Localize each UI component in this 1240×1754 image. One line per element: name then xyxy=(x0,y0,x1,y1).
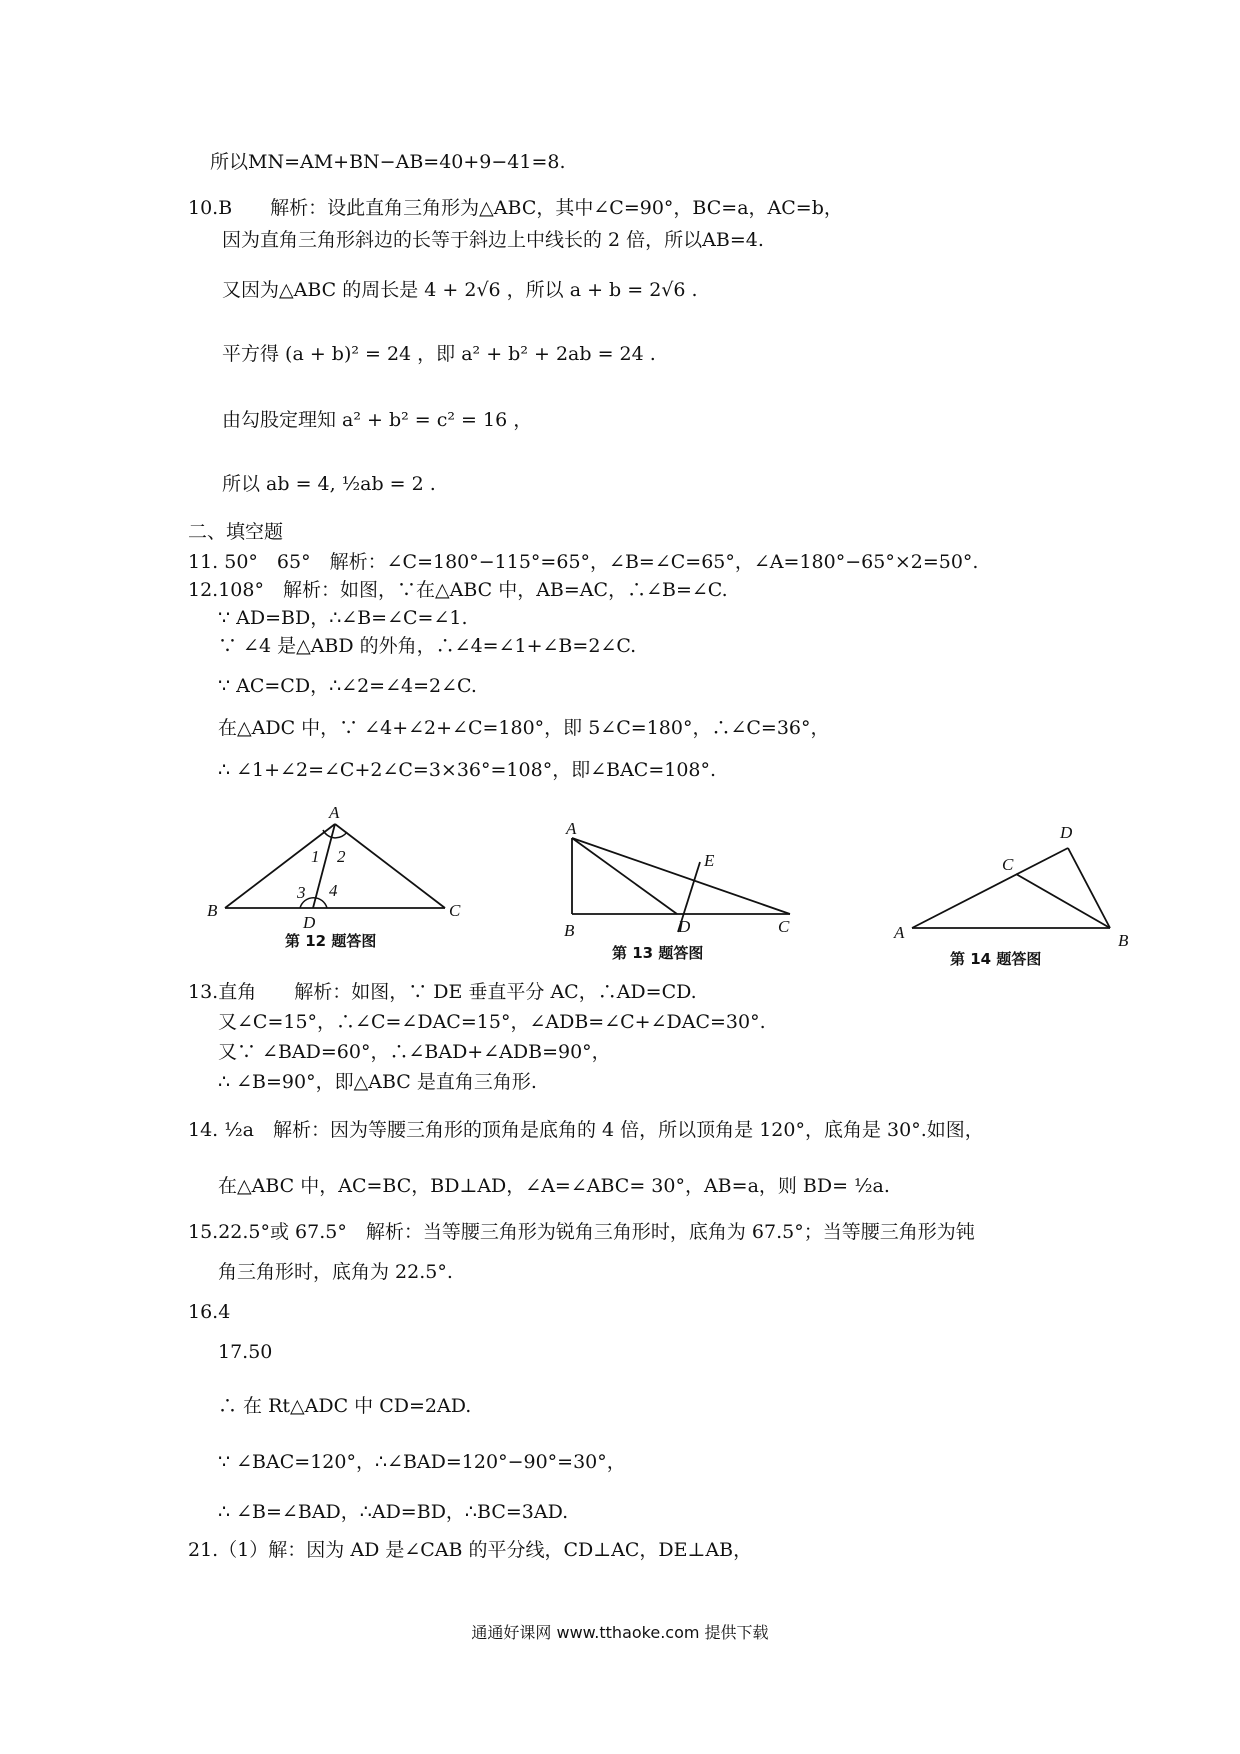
text-line-13: ∵ AC=CD，∴∠2=∠4=2∠C. xyxy=(218,675,477,697)
fig14-caption: 第 14 题答图 xyxy=(950,950,1042,968)
text-line-11: ∵ AD=BD，∴∠B=∠C=∠1. xyxy=(218,607,468,629)
fig13-label-c: C xyxy=(778,917,790,936)
fig13-label-a: A xyxy=(566,822,577,838)
fig13-caption: 第 13 题答图 xyxy=(612,944,704,962)
text-line-26: ∴ 在 Rt△ADC 中 CD=2AD. xyxy=(218,1395,472,1417)
figure-12 xyxy=(205,800,475,965)
fig12-label-4: 4 xyxy=(329,881,338,900)
figure-14 xyxy=(880,812,1150,977)
text-line-22: 15.22.5°或 67.5° 解析：当等腰三角形为锐角三角形时，底角为 67.5°；当等腰三角形为钝 xyxy=(188,1221,975,1243)
text-line-29: 21.（1）解：因为 AD 是∠CAB 的平分线，CD⊥AC，DE⊥AB， xyxy=(188,1539,753,1561)
fig13-label-b: B xyxy=(564,921,575,940)
figure-13 xyxy=(550,822,810,967)
text-line-1: 所以MN=AM+BN−AB=40+9−41=8. xyxy=(210,151,566,173)
section-heading: 二、填空题 xyxy=(188,521,284,543)
text-line-17: 又∠C=15°，∴∠C=∠DAC=15°，∠ADB=∠C+∠DAC=30°. xyxy=(218,1011,766,1033)
fig13-label-e: E xyxy=(704,851,715,870)
text-line-4: 又因为△ABC 的周长是 4 + 2√6 ，所以 a + b = 2√6 . xyxy=(222,279,698,301)
text-line-3: 因为直角三角形斜边的长等于斜边上中线长的 2 倍，所以AB=4. xyxy=(222,229,764,251)
text-line-14: 在△ADC 中，∵ ∠4+∠2+∠C=180°，即 5∠C=180°，∴∠C=36°， xyxy=(218,717,830,739)
fig12-label-a: A xyxy=(329,803,340,822)
text-line-18: 又∵ ∠BAD=60°，∴∠BAD+∠ADB=90°， xyxy=(218,1041,611,1063)
figure-13-diagram xyxy=(550,822,810,962)
text-line-21: 在△ABC 中，AC=BC，BD⊥AD，∠A=∠ABC= 30°，AB=a，则 BD= ½a. xyxy=(218,1175,890,1197)
figure-12-diagram xyxy=(205,800,475,960)
text-line-2: 10.B 解析：设此直角三角形为△ABC，其中∠C=90°，BC=a，AC=b， xyxy=(188,197,843,219)
fig12-label-c: C xyxy=(449,901,461,920)
fig14-label-a: A xyxy=(894,923,905,942)
text-line-25: 17.50 xyxy=(218,1341,273,1363)
text-line-19: ∴ ∠B=90°，即△ABC 是直角三角形. xyxy=(218,1071,537,1093)
text-line-27: ∵ ∠BAC=120°，∴∠BAD=120°−90°=30°， xyxy=(218,1451,626,1473)
text-line-28: ∴ ∠B=∠BAD，∴AD=BD，∴BC=3AD. xyxy=(218,1501,569,1523)
text-line-16: 13.直角 解析：如图，∵ DE 垂直平分 AC，∴AD=CD. xyxy=(188,981,697,1003)
text-line-6: 由勾股定理知 a² + b² = c² = 16 ， xyxy=(222,409,533,431)
fig12-label-2: 2 xyxy=(337,847,346,866)
figure-14-diagram xyxy=(880,812,1150,972)
fig12-label-d: D xyxy=(303,913,316,932)
fig12-label-1: 1 xyxy=(311,847,320,866)
fig14-label-c: C xyxy=(1002,855,1014,874)
fig13-label-d: D xyxy=(678,917,691,936)
fig14-label-b: B xyxy=(1118,931,1129,950)
fig12-label-b: B xyxy=(207,901,218,920)
text-line-20: 14. ½a 解析：因为等腰三角形的顶角是底角的 4 倍，所以顶角是 120°，底角是 30°.如图， xyxy=(188,1119,984,1141)
text-line-5: 平方得 (a + b)² = 24 ，即 a² + b² + 2ab = 24 . xyxy=(222,343,656,365)
text-line-10: 12.108° 解析：如图，∵在△ABC 中，AB=AC，∴∠B=∠C. xyxy=(188,579,728,601)
fig12-caption: 第 12 题答图 xyxy=(285,932,377,950)
text-line-9: 11. 50° 65° 解析：∠C=180°−115°=65°，∠B=∠C=65°，∠A=180°−65°×2=50°. xyxy=(188,551,979,573)
text-line-15: ∴ ∠1+∠2=∠C+2∠C=3×36°=108°，即∠BAC=108°. xyxy=(218,759,717,781)
text-line-24: 16.4 xyxy=(188,1301,231,1323)
fig12-label-3: 3 xyxy=(297,883,306,902)
text-line-23: 角三角形时，底角为 22.5°. xyxy=(218,1261,453,1283)
fig14-label-d: D xyxy=(1060,823,1073,842)
text-line-12: ∵ ∠4 是△ABD 的外角，∴∠4=∠1+∠B=2∠C. xyxy=(218,635,637,657)
page-footer: 通通好课网 www.tthaoke.com 提供下载 xyxy=(471,1623,769,1642)
text-line-7: 所以 ab = 4, ½ab = 2 . xyxy=(222,473,436,495)
